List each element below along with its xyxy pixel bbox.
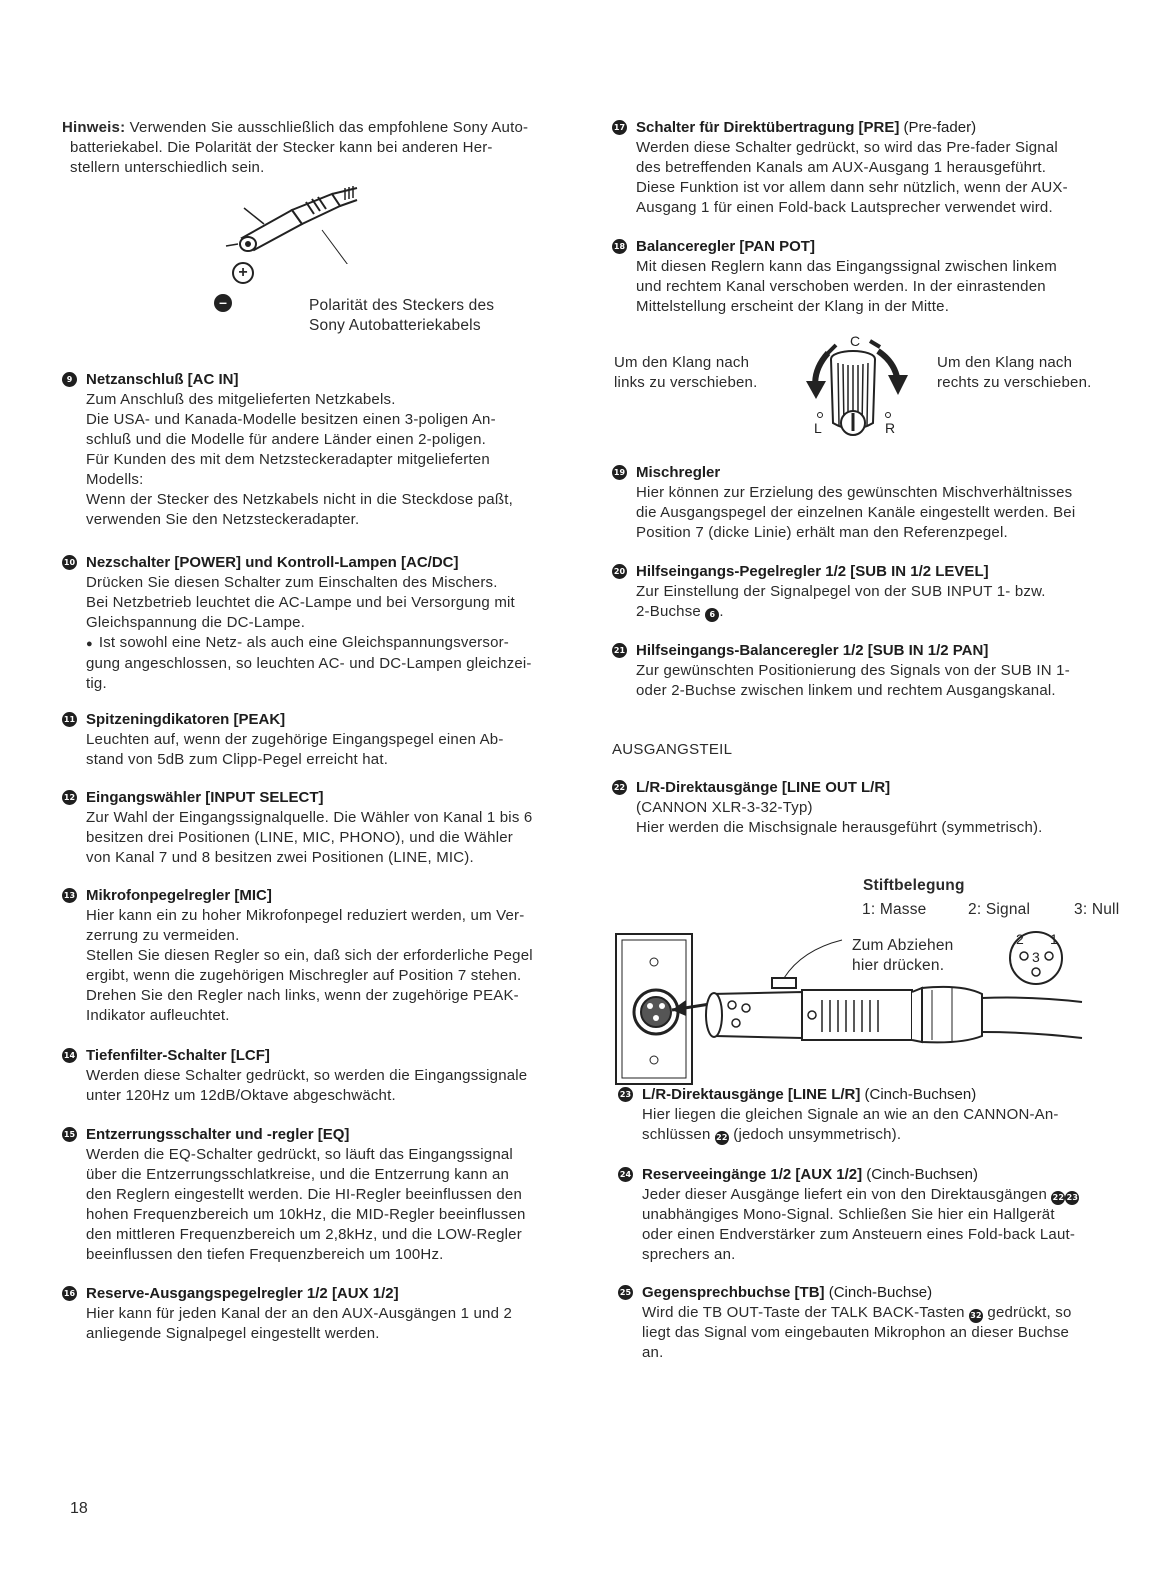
- section-18: [612, 237, 1132, 317]
- pan-label-c: C: [850, 333, 861, 349]
- xlr-connector-figure: [612, 860, 1132, 1110]
- section-13-line: Indikator aufleuchtet.: [86, 1007, 230, 1024]
- section-25-title: Gegensprechbuchse [TB]: [642, 1284, 825, 1301]
- section-21-line: Zur gewünschten Positionierung des Signals von der SUB IN 1-: [636, 662, 1070, 679]
- section-17-line: Ausgang 1 für einen Fold-back Lautsprecher verwendet wird.: [636, 199, 1053, 216]
- reference-number-23: 23: [1065, 1191, 1079, 1205]
- plug-polarity-figure: [62, 182, 582, 334]
- reference-number-22: 22: [715, 1131, 729, 1145]
- section-17-title-suffix: (Pre-fader): [899, 119, 977, 136]
- section-9: [62, 370, 582, 530]
- section-20-line-2-end: .: [719, 603, 724, 620]
- plus-terminal-icon: [232, 262, 254, 284]
- bullet-icon: [86, 634, 99, 651]
- number-badge: 14: [62, 1048, 77, 1063]
- release-text-2: hier drücken.: [852, 957, 945, 974]
- section-23-line-2: [618, 1125, 1132, 1145]
- section-16-line: anliegende Signalpegel eingestellt werden.: [86, 1325, 380, 1342]
- number-badge: 21: [612, 643, 627, 658]
- section-25-line: liegt das Signal vom eingebauten Mikrophon an dieser Buchse: [642, 1324, 1070, 1341]
- section-17-line: Werden diese Schalter gedrückt, so wird das Pre-fader Signal: [636, 139, 1058, 156]
- section-25-line-1: [618, 1303, 1132, 1323]
- pan-right-text-2: rechts zu verschieben.: [937, 374, 1092, 391]
- pin-2-label: 2: Signal: [968, 901, 1031, 918]
- section-22-line: (CANNON XLR-3-32-Typ): [636, 799, 813, 816]
- pan-label-l: L: [814, 420, 822, 436]
- section-25-line: an.: [642, 1344, 664, 1361]
- section-12-line: besitzen drei Positionen (LINE, MIC, PHONO), und die Wähler: [86, 829, 513, 846]
- section-23-line-2-text: schlüssen: [642, 1126, 715, 1143]
- section-20-line-2: [612, 602, 1132, 622]
- section-10-line: Bei Netzbetrieb leuchtet die AC-Lampe und bei Versorgung mit: [86, 594, 515, 611]
- section-17-line: Diese Funktion ist vor allem dann sehr nützlich, wenn der AUX-: [636, 179, 1068, 196]
- section-15-line: über die Entzerrungsschlatkreise, und die Entzerrung kann an: [86, 1166, 510, 1183]
- pan-label-r: R: [885, 420, 896, 436]
- hinweis-text-3: stellern unterschiedlich sein.: [70, 159, 265, 176]
- section-21-title: Hilfseingangs-Balanceregler 1/2 [SUB IN 1/2 PAN]: [636, 642, 989, 659]
- section-9-line: schluß und die Modelle für andere Länder einen 2-poligen.: [86, 431, 486, 448]
- section-25: [612, 1283, 1132, 1363]
- section-18-line: Mittelstellung erscheint der Klang in der Mitte.: [636, 298, 950, 315]
- section-12-title: Eingangswähler [INPUT SELECT]: [86, 789, 324, 806]
- section-11-title: Spitzeningdikatoren [PEAK]: [86, 711, 286, 728]
- section-13-title: Mikrofonpegelregler [MIC]: [86, 887, 272, 904]
- section-24-line: unabhängiges Mono-Signal. Schließen Sie hier ein Hallgerät: [642, 1206, 1055, 1223]
- plug-illustration: [202, 184, 402, 264]
- section-14: [62, 1046, 582, 1106]
- section-15-line: den mittleren Frequenzbereich um 2,8kHz, und die LOW-Regler: [86, 1226, 522, 1243]
- page-number: 18: [70, 1500, 88, 1517]
- pan-knob-illustration: [798, 333, 918, 443]
- section-19-line: Hier können zur Erzielung des gewünschten Mischverhältnisses: [636, 484, 1073, 501]
- section-9-line: Die USA- und Kanada-Modelle besitzen einen 3-poligen An-: [86, 411, 496, 428]
- number-badge: 9: [62, 372, 77, 387]
- section-19-line: die Ausgangspegel der einzelnen Kanäle eingestellt werden. Bei: [636, 504, 1076, 521]
- number-badge: 18: [612, 239, 627, 254]
- section-10-bullet-line: [62, 633, 582, 654]
- section-10-bullet-text: Ist sowohl eine Netz- als auch eine Gleichspannungsversor-: [98, 634, 509, 651]
- pin-1-label: 1: Masse: [862, 901, 927, 918]
- section-9-title: Netzanschluß [AC IN]: [86, 371, 239, 388]
- pan-right-text-1: Um den Klang nach: [937, 354, 1073, 371]
- section-11-line: Leuchten auf, wenn der zugehörige Eingangspegel einen Ab-: [86, 731, 504, 748]
- plug-caption-2: Sony Autobatteriekabels: [309, 317, 481, 334]
- section-9-line: Für Kunden des mit dem Netzsteckeradapter mitgelieferten: [86, 451, 490, 468]
- hinweis-text-2: batteriekabel. Die Polarität der Stecker kann bei anderen Her-: [70, 139, 493, 156]
- section-12-line: von Kanal 7 und 8 besitzen zwei Positionen (LINE, MIC).: [86, 849, 474, 866]
- section-18-title: Balanceregler [PAN POT]: [636, 238, 815, 255]
- section-23: [612, 1085, 1132, 1145]
- section-14-title: Tiefenfilter-Schalter [LCF]: [86, 1047, 270, 1064]
- xlr-plug-illustration: [612, 920, 1132, 1100]
- plug-caption-1: Polarität des Steckers des: [309, 297, 495, 314]
- section-22: [612, 778, 1132, 838]
- section-13-line: zerrung zu vermeiden.: [86, 927, 240, 944]
- section-23-title-suffix: (Cinch-Buchsen): [860, 1086, 977, 1103]
- number-badge: 20: [612, 564, 627, 579]
- section-17-line: des betreffenden Kanals am AUX-Ausgang 1 herausgeführt.: [636, 159, 1047, 176]
- section-10-line: Drücken Sie diesen Schalter zum Einschalten des Mischers.: [86, 574, 498, 591]
- reference-number-22: 22: [1051, 1191, 1065, 1205]
- section-9-line: Modells:: [86, 471, 144, 488]
- section-23-line: Hier liegen die gleichen Signale an wie an den CANNON-An-: [642, 1106, 1059, 1123]
- section-18-line: und rechtem Kanal verschoben werden. In der einrastenden: [636, 278, 1046, 295]
- right-column: [612, 118, 1132, 1363]
- hinweis-text-1: Verwenden Sie ausschließlich das empfohlene Sony Auto-: [125, 119, 529, 136]
- section-19-line: Position 7 (dicke Linie) erhält man den Referenzpegel.: [636, 524, 1008, 541]
- number-badge: 23: [618, 1087, 633, 1102]
- reference-number-32: 32: [969, 1309, 983, 1323]
- section-16-line: Hier kann für jeden Kanal der an den AUX-Ausgängen 1 und 2: [86, 1305, 513, 1322]
- hinweis-note: [62, 118, 582, 178]
- pan-left-text-1: Um den Klang nach: [614, 354, 750, 371]
- section-25-line-1-end: gedrückt, so: [983, 1304, 1072, 1321]
- section-19: [612, 463, 1132, 543]
- section-21-line: oder 2-Buchse zwischen linkem und rechtem Ausgangskanal.: [636, 682, 1056, 699]
- pinmap-2: 2: [1016, 931, 1024, 947]
- section-9-line: Wenn der Stecker des Netzkabels nicht in die Steckdose paßt,: [86, 491, 513, 508]
- section-17-title: Schalter für Direktübertragung [PRE]: [636, 119, 900, 136]
- section-13-line: ergibt, wenn die zugehörigen Mischregler auf Position 7 stehen.: [86, 967, 522, 984]
- left-column: [62, 118, 582, 1344]
- section-17: [612, 118, 1132, 218]
- section-25-line-1-text: Wird die TB OUT-Taste der TALK BACK-Tasten: [642, 1304, 970, 1321]
- section-13-line: Hier kann ein zu hoher Mikrofonpegel reduziert werden, um Ver-: [86, 907, 525, 924]
- section-16-title: Reserve-Ausgangspegelregler 1/2 [AUX 1/2]: [86, 1285, 399, 1302]
- section-20: [612, 562, 1132, 622]
- section-14-line: Werden diese Schalter gedrückt, so werden die Eingangssignale: [86, 1067, 528, 1084]
- section-13-line: Drehen Sie den Regler nach links, wenn der zugehörige PEAK-: [86, 987, 519, 1004]
- section-24: [612, 1165, 1132, 1265]
- section-9-line: verwenden Sie den Netzsteckeradapter.: [86, 511, 360, 528]
- section-22-title: L/R-Direktausgänge [LINE OUT L/R]: [636, 779, 891, 796]
- section-21: [612, 641, 1132, 701]
- section-19-title: Mischregler: [636, 464, 721, 481]
- section-23-title: L/R-Direktausgänge [LINE L/R]: [642, 1086, 861, 1103]
- pan-pot-figure: [612, 333, 1132, 457]
- section-15-line: beeinflussen den tiefen Frequenzbereich um 100Hz.: [86, 1246, 444, 1263]
- section-10-line: gung angeschlossen, so leuchten AC- und DC-Lampen gleichzei-: [86, 655, 532, 672]
- section-15-line: Werden die EQ-Schalter gedrückt, so läuft das Eingangssignal: [86, 1146, 513, 1163]
- number-badge: 11: [62, 712, 77, 727]
- section-25-title-suffix: (Cinch-Buchse): [824, 1284, 933, 1301]
- minus-symbol: –: [219, 294, 227, 310]
- section-24-title: Reserveeingänge 1/2 [AUX 1/2]: [642, 1166, 863, 1183]
- section-15: [62, 1125, 582, 1265]
- pin-assignment-heading: Stiftbelegung: [863, 877, 965, 894]
- section-13: [62, 886, 582, 1026]
- section-20-title: Hilfseingangs-Pegelregler 1/2 [SUB IN 1/2 LEVEL]: [636, 563, 989, 580]
- number-badge: 10: [62, 555, 77, 570]
- number-badge: 16: [62, 1286, 77, 1301]
- section-24-line: sprechers an.: [642, 1246, 736, 1263]
- section-15-line: hohen Frequenzbereich um 10kHz, die MID-Regler beeinflussen: [86, 1206, 526, 1223]
- hinweis-label: Hinweis:: [62, 119, 126, 136]
- release-text-1: Zum Abziehen: [852, 937, 954, 954]
- section-12-line: Zur Wahl der Eingangssignalquelle. Die Wähler von Kanal 1 bis 6: [86, 809, 533, 826]
- section-24-line-1: [618, 1185, 1132, 1205]
- minus-terminal-icon: [214, 294, 232, 312]
- section-24-line-1-text: Jeder dieser Ausgänge liefert ein von den Direktausgängen: [642, 1186, 1052, 1203]
- section-14-line: unter 120Hz um 12dB/Oktave abgeschwächt.: [86, 1087, 396, 1104]
- section-10-line: Gleichspannung die DC-Lampe.: [86, 614, 306, 631]
- number-badge: 13: [62, 888, 77, 903]
- number-badge: 15: [62, 1127, 77, 1142]
- reference-number-6: 6: [705, 608, 719, 622]
- section-11-line: stand von 5dB zum Clipp-Pegel erreicht hat.: [86, 751, 389, 768]
- section-24-title-suffix: (Cinch-Buchsen): [862, 1166, 978, 1183]
- section-24-line: oder einen Endverstärker zum Ansteuern eines Fold-back Laut-: [642, 1226, 1076, 1243]
- section-15-title: Entzerrungsschalter und -regler [EQ]: [86, 1126, 350, 1143]
- section-10-title: Nezschalter [POWER] und Kontroll-Lampen [AC/DC]: [86, 554, 459, 571]
- pinmap-1: 1: [1050, 931, 1058, 947]
- number-badge: 19: [612, 465, 627, 480]
- section-20-line-2-text: 2-Buchse: [636, 603, 706, 620]
- section-15-line: den Reglern eingestellt werden. Die HI-Regler beeinflussen den: [86, 1186, 522, 1203]
- number-badge: 22: [612, 780, 627, 795]
- pin-3-label: 3: Null: [1074, 901, 1120, 918]
- ausgangsteil-heading: AUSGANGSTEIL: [612, 741, 733, 758]
- pinmap-3: 3: [1032, 949, 1040, 965]
- plus-symbol: +: [238, 264, 248, 281]
- number-badge: 12: [62, 790, 77, 805]
- section-13-line: Stellen Sie diesen Regler so ein, daß sich der erforderliche Pegel: [86, 947, 533, 964]
- section-10-line: tig.: [86, 675, 107, 692]
- pan-left-text-2: links zu verschieben.: [614, 374, 758, 391]
- section-11: [62, 710, 582, 770]
- number-badge: 25: [618, 1285, 633, 1300]
- number-badge: 17: [612, 120, 627, 135]
- number-badge: 24: [618, 1167, 633, 1182]
- section-12: [62, 788, 582, 868]
- section-18-line: Mit diesen Reglern kann das Eingangssignal zwischen linkem: [636, 258, 1057, 275]
- section-20-line: Zur Einstellung der Signalpegel von der SUB INPUT 1- bzw.: [636, 583, 1046, 600]
- section-16: [62, 1284, 582, 1344]
- section-23-line-2-end: (jedoch unsymmetrisch).: [728, 1126, 902, 1143]
- section-10: [62, 553, 582, 694]
- section-9-line: Zum Anschluß des mitgelieferten Netzkabels.: [86, 391, 396, 408]
- section-22-line: Hier werden die Mischsignale herausgeführt (symmetrisch).: [636, 819, 1043, 836]
